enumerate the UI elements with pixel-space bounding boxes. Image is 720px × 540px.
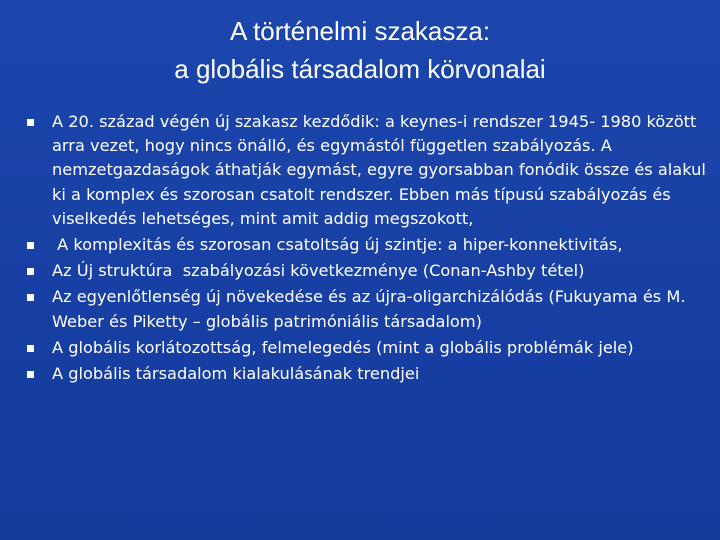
square-bullet-icon [27,242,34,249]
title-line-2: a globális társadalom körvonalai [174,54,546,84]
bullet-item [22,259,712,283]
bullet-text: Az egyenlőtlenség új növekedése és az újra-oligarchizálódás (Fukuyama és M. Weber és Piketty – globális patrimóniális társadalom) [52,287,686,331]
bullet-item [22,362,712,386]
bullet-text: A globális korlátozottság, felmelegedés (mint a globális problémák jele) [52,337,634,357]
square-bullet-icon [27,268,34,275]
bullet-text: Az Új struktúra szabályozási következménye (Conan-Ashby tétel) [52,261,585,281]
square-bullet-icon [27,119,34,126]
bullet-text: A komplexitás és szorosan csatoltság új szintje: a hiper-konnektivitás, [52,235,623,255]
bullet-list [22,110,712,388]
bullet-item [22,336,712,360]
square-bullet-icon [27,294,34,301]
bullet-item [22,233,712,257]
bullet-item [22,285,712,333]
title-line-1: A történelmi szakasza: [229,16,491,46]
bullet-text: A 20. század végén új szakasz kezdődik: a keynes-i rendszer 1945- 1980 között arra vezet, hogy nincs önálló, és egymástól független szabályozás. A nemzetgazdaságok áthatják egymást, egyre gyorsabban fonódik össze és alakul ki a komplex és szorosan csatolt rendszer. Ebben más típusú szabályozás és viselkedés lehetséges, mint amit addig megszokott, [52,112,706,228]
bullet-item [22,110,712,231]
bullet-text: A globális társadalom kialakulásának trendjei [52,364,420,384]
slide-title [0,12,720,88]
square-bullet-icon [27,371,34,378]
square-bullet-icon [27,345,34,352]
